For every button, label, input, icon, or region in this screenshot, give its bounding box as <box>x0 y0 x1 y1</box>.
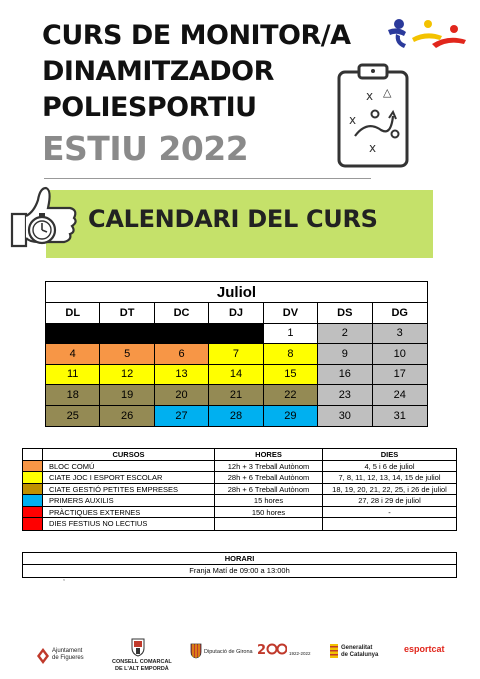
course-row <box>23 472 456 484</box>
calendar-day-cell: 11 <box>46 365 100 385</box>
calendar-day-cell: 20 <box>155 385 209 405</box>
calendar-week-row <box>46 385 427 406</box>
figueres-logo <box>52 648 84 662</box>
calendar-week-row <box>46 344 427 365</box>
course-hours: 28h + 6 Treball Autònom <box>215 484 323 495</box>
course-days: 7, 8, 11, 12, 13, 14, 15 de juliol <box>338 473 441 482</box>
course-hours: 150 hores <box>215 507 323 518</box>
title-year: ESTIU 2022 <box>42 129 249 168</box>
schedule-table <box>22 552 457 578</box>
days-col-header: DIES <box>380 450 399 459</box>
course-name: PRÀCTIQUES EXTERNES <box>43 507 215 518</box>
course-hours: 15 hores <box>215 495 323 506</box>
schedule-title: HORARI <box>23 553 456 565</box>
consell-line-1: CONSELL COMARCAL <box>112 659 172 665</box>
weekday-header: DC <box>155 303 209 323</box>
calendar-week-row <box>46 324 427 345</box>
courses-col-header: CURSOS <box>43 449 215 460</box>
calendar-day-cell <box>209 324 263 344</box>
calendar-day-cell: 22 <box>264 385 318 405</box>
hours-col-header: HORES <box>215 449 323 460</box>
calendar-table <box>45 281 428 427</box>
calendar-day-cell: 3 <box>373 324 427 344</box>
calendar-day-cell: 24 <box>373 385 427 405</box>
calendar-day-cell: 23 <box>318 385 372 405</box>
generalitat-line-2: de Catalunya <box>341 652 379 658</box>
svg-text:x: x <box>349 113 357 127</box>
calendar-day-cell <box>100 324 154 344</box>
calendar-weekday-row <box>46 303 427 324</box>
figueres-line-1: Ajuntament <box>52 648 83 654</box>
calendar-day-cell: 2 <box>318 324 372 344</box>
course-color-swatch <box>23 484 43 495</box>
generalitat-line-1: Generalitat <box>341 645 373 651</box>
svg-text:x: x <box>369 141 377 155</box>
calendar-day-cell: 28 <box>209 406 263 427</box>
calendar-day-cell: 10 <box>373 344 427 364</box>
weekday-header: DG <box>391 306 408 319</box>
weekday-header: DJ <box>209 303 263 323</box>
tactics-clipboard-icon <box>333 62 413 170</box>
course-days: - <box>388 507 391 517</box>
course-name: CIATE JOC I ESPORT ESCOLAR <box>43 472 215 483</box>
courses-rows <box>23 461 456 530</box>
course-color-swatch <box>23 495 43 506</box>
stray-mark: , <box>63 575 65 582</box>
calendar-day-cell: 18 <box>46 385 100 405</box>
course-days: 4, 5 i 6 de juliol <box>364 461 415 471</box>
course-row <box>23 495 456 507</box>
consell-shield-icon <box>130 637 146 657</box>
calendar-day-cell: 30 <box>318 406 372 427</box>
calendar-day-cell: 5 <box>100 344 154 364</box>
diputacio-logo: Diputació de Girona <box>204 649 253 655</box>
calendar-day-cell: 12 <box>100 365 154 385</box>
course-days: 27, 28 i 29 de juliol <box>358 496 421 505</box>
consell-logo <box>112 659 172 673</box>
svg-text:2: 2 <box>257 643 267 656</box>
calendar-day-cell: 16 <box>318 365 372 385</box>
diputacio-shield-icon <box>190 643 202 659</box>
calendar-week-row <box>46 365 427 386</box>
course-row <box>23 518 456 530</box>
banner-title: CALENDARI DEL CURS <box>88 205 378 233</box>
calendar-day-cell: 6 <box>155 344 209 364</box>
calendar-day-cell: 1 <box>264 324 318 344</box>
thumb-stopwatch-icon <box>8 180 86 254</box>
generalitat-stripes-icon <box>330 644 338 658</box>
calendar-week-row <box>46 406 427 427</box>
course-hours <box>215 518 323 530</box>
calendar-day-cell: 8 <box>264 344 318 364</box>
calendar-day-cell <box>46 324 100 344</box>
course-name: CIATE GESTIÓ PETITES EMPRESES <box>43 484 215 495</box>
weekday-header: DS <box>318 303 372 323</box>
calendar-day-cell: 19 <box>100 385 154 405</box>
divider-line <box>44 178 371 179</box>
courses-table <box>22 448 457 531</box>
calendar-day-cell: 17 <box>373 365 427 385</box>
calendar-day-cell: 15 <box>264 365 318 385</box>
anniversary-years: 1922-2022 <box>289 651 311 656</box>
course-hours: 28h + 6 Treball Autònom <box>215 472 323 483</box>
calendar-day-cell: 7 <box>209 344 263 364</box>
title-line-2: DINAMITZADOR <box>42 56 274 87</box>
course-days <box>323 518 456 530</box>
course-name: DIES FESTIUS NO LECTIUS <box>43 518 215 530</box>
calendar-day-cell: 31 <box>373 406 427 427</box>
svg-text:x: x <box>366 89 374 103</box>
course-name: PRIMERS AUXILIS <box>43 495 215 506</box>
course-color-swatch <box>23 461 43 472</box>
course-hours: 12h + 3 Treball Autònom <box>215 461 323 472</box>
courses-header-row <box>23 449 456 461</box>
calendar-day-cell: 21 <box>209 385 263 405</box>
calendar-day-cell: 29 <box>264 406 318 427</box>
calendar-day-cell: 13 <box>155 365 209 385</box>
course-color-swatch <box>23 507 43 518</box>
consell-line-2: DE L'ALT EMPORDÀ <box>115 666 169 672</box>
figueres-logo-icon <box>36 647 50 665</box>
weekday-header: DT <box>100 303 154 323</box>
course-days: 18, 19, 20, 21, 22, 25, i 26 de juliol <box>332 484 447 494</box>
esportcat-logo: esportcat <box>404 644 445 654</box>
calendar-month: Juliol <box>46 282 427 303</box>
schedule-text: Franja Matí de 09:00 a 13:00h <box>189 566 290 575</box>
title-line-1: CURS DE MONITOR/A <box>42 20 351 51</box>
calendar-day-cell: 14 <box>209 365 263 385</box>
course-color-swatch <box>23 518 43 530</box>
calendar-weeks <box>46 324 427 427</box>
swatch-header <box>23 449 43 460</box>
anniversary-200-logo <box>257 642 287 656</box>
course-row <box>23 484 456 496</box>
calendar-day-cell <box>155 324 209 344</box>
weekday-header: DV <box>264 303 318 323</box>
calendar-day-cell: 27 <box>155 406 209 427</box>
course-color-swatch <box>23 472 43 483</box>
figueres-line-2: de Figueres <box>52 655 84 661</box>
sports-figures-logo <box>382 16 468 52</box>
course-row <box>23 461 456 473</box>
weekday-header: DL <box>46 303 100 323</box>
course-row <box>23 507 456 519</box>
svg-text:△: △ <box>383 86 392 99</box>
calendar-day-cell: 25 <box>46 406 100 427</box>
course-name: BLOC COMÚ <box>43 461 215 472</box>
generalitat-logo <box>341 645 378 659</box>
calendar-day-cell: 4 <box>46 344 100 364</box>
calendar-day-cell: 9 <box>318 344 372 364</box>
title-line-3: POLIESPORTIU <box>42 92 257 123</box>
calendar-day-cell: 26 <box>100 406 154 427</box>
